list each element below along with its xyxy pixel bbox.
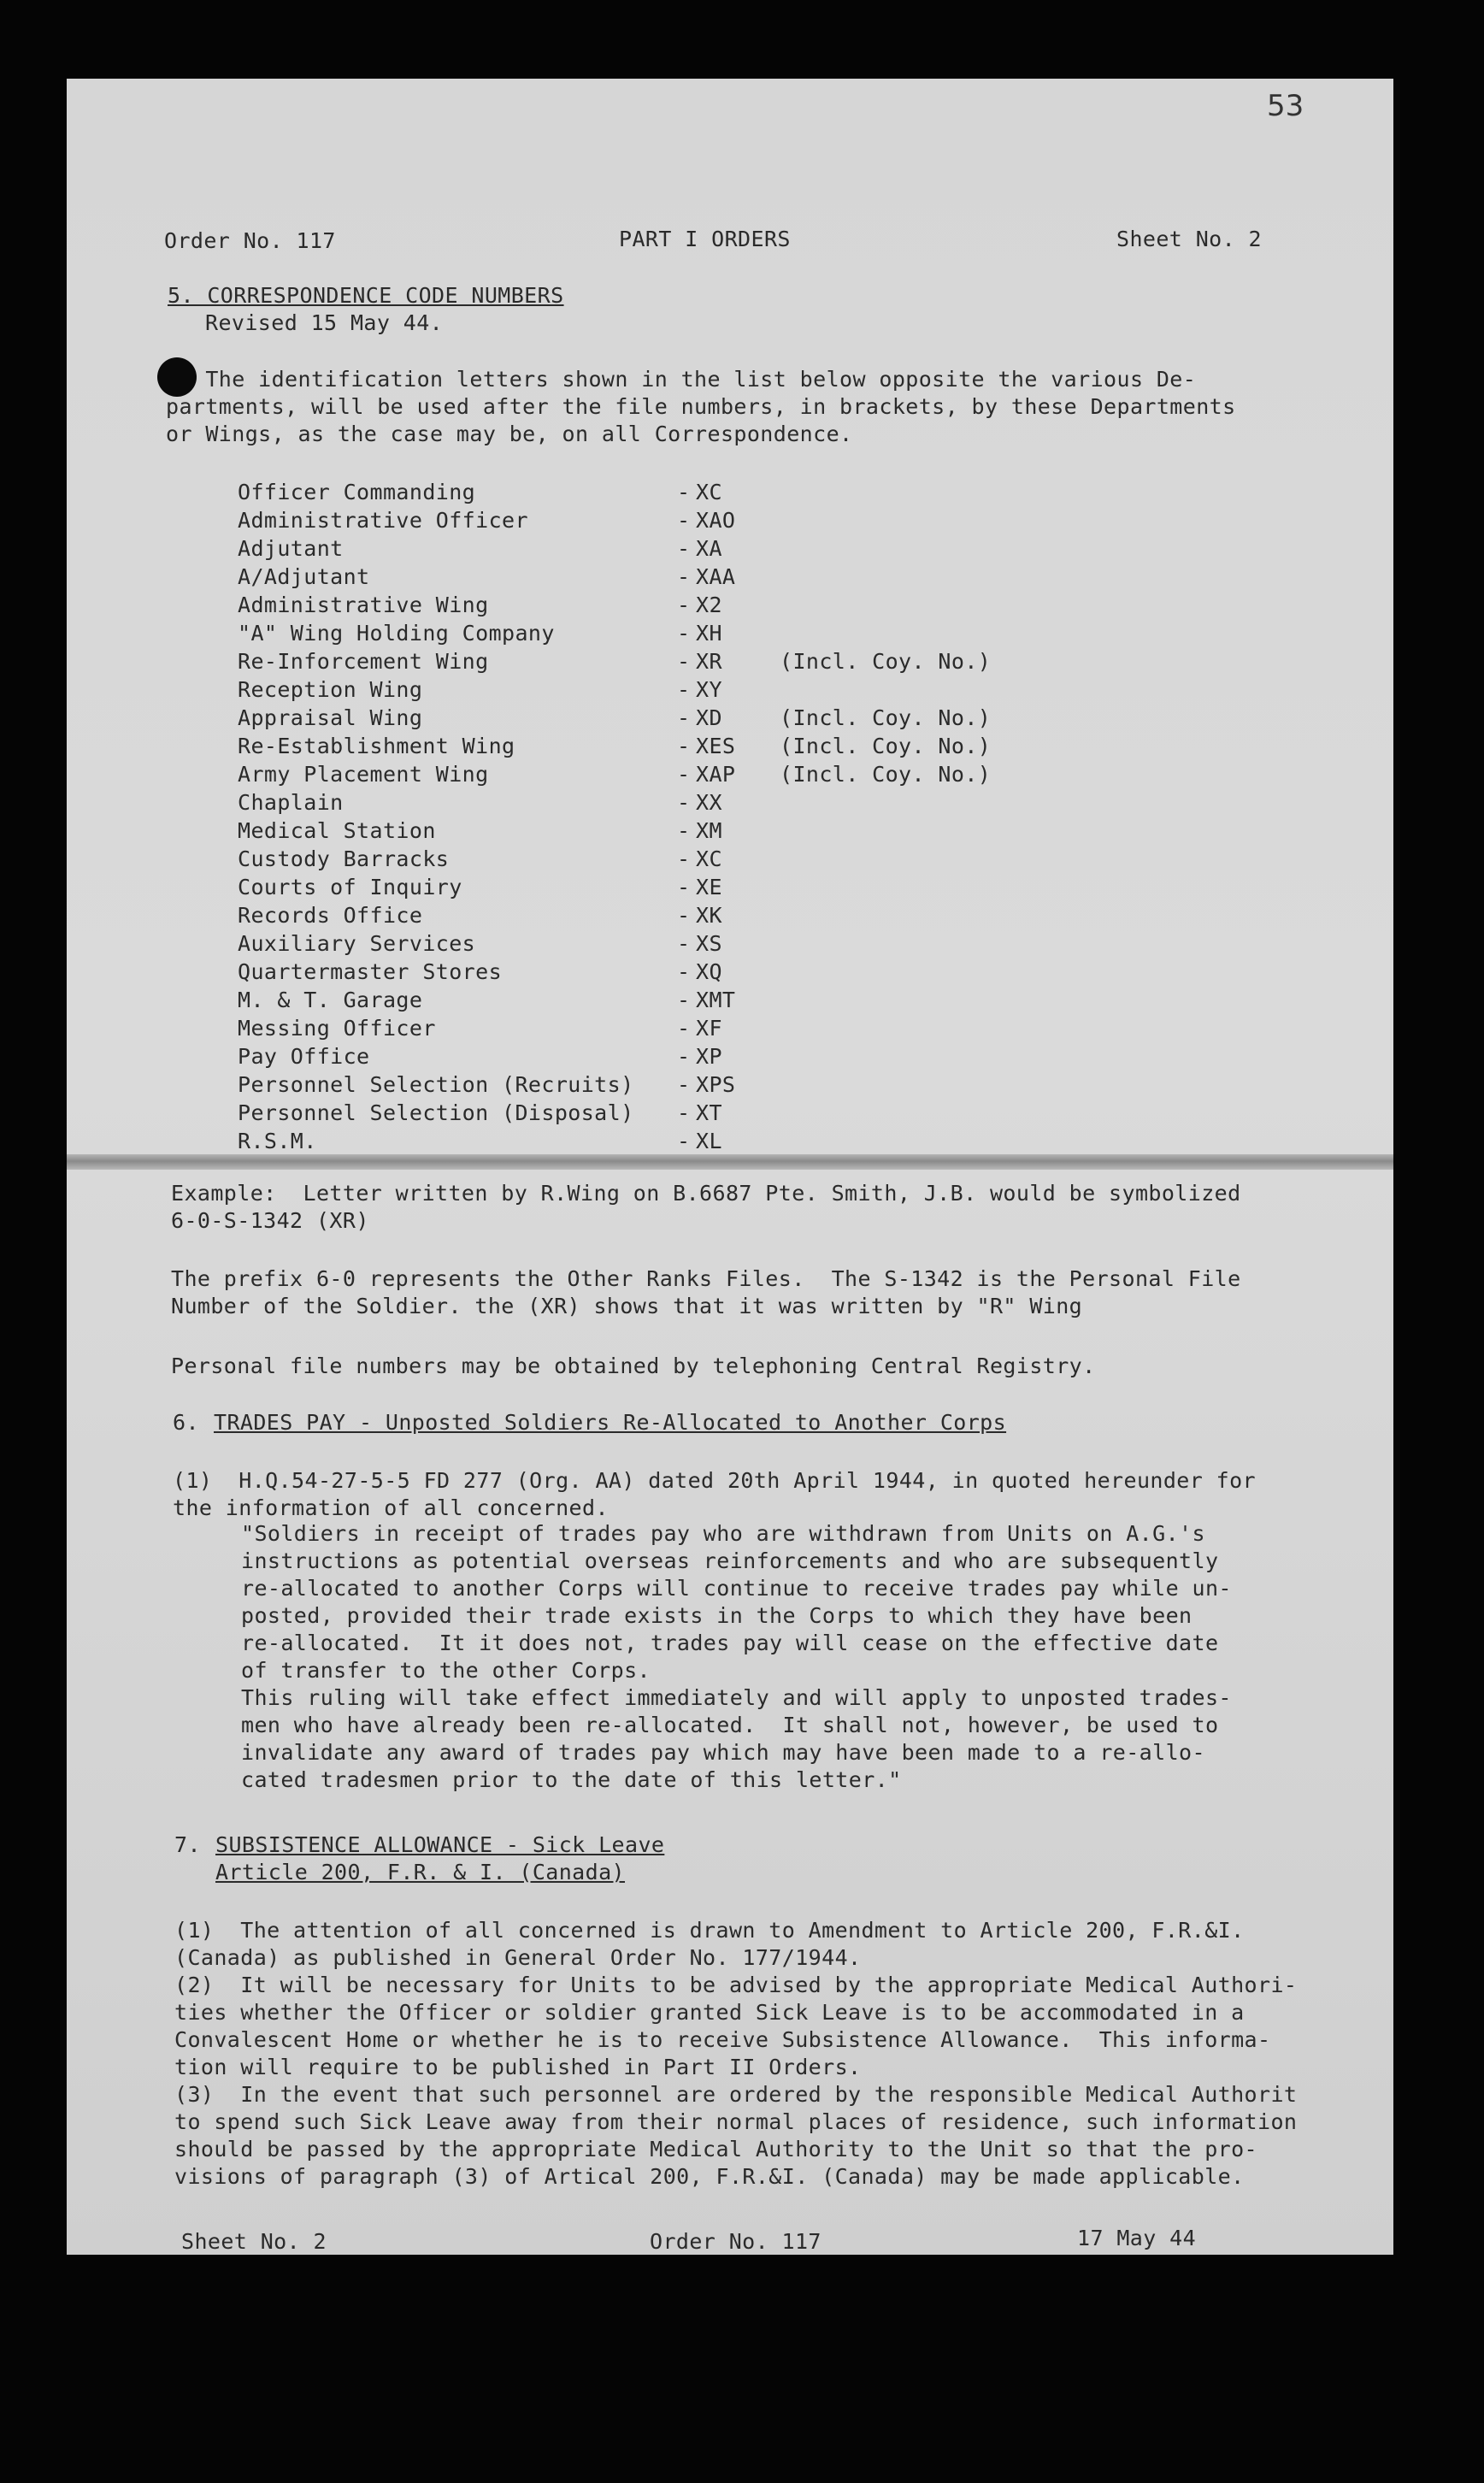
section7-para: (3) In the event that such personnel are ordered by the responsible Medical Authorit bbox=[174, 2082, 1298, 2107]
department-note: (Incl. Coy. No.) bbox=[780, 734, 992, 758]
department-name: Chaplain bbox=[238, 790, 344, 815]
code-row: Records Office - XK bbox=[238, 903, 722, 928]
section7-para: Convalescent Home or whether he is to receive Subsistence Allowance. This informa- bbox=[174, 2027, 1271, 2052]
department-code: XX bbox=[696, 790, 722, 815]
department-name: "A" Wing Holding Company bbox=[238, 621, 555, 646]
section7-para: visions of paragraph (3) of Artical 200, F.R.&I. (Canada) may be made applicable. bbox=[174, 2164, 1245, 2189]
department-name: Messing Officer bbox=[238, 1016, 436, 1041]
section7-para: (1) The attention of all concerned is drawn to Amendment to Article 200, F.R.&I. bbox=[174, 1918, 1245, 1943]
section7-para: (2) It will be necessary for Units to be advised by the appropriate Medical Authori- bbox=[174, 1973, 1298, 1997]
code-row: M. & T. Garage - XMT bbox=[238, 988, 736, 1012]
department-name: Adjutant bbox=[238, 536, 344, 561]
code-row: R.S.M. - XL bbox=[238, 1129, 722, 1153]
section5-intro-line: The identification letters shown in the list below opposite the various De- bbox=[166, 367, 1197, 392]
department-name: Medical Station bbox=[238, 818, 436, 843]
footer-date: 17 May 44 bbox=[1077, 2226, 1197, 2250]
department-code: XH bbox=[696, 621, 722, 646]
department-code: XA bbox=[696, 536, 722, 561]
code-row: Chaplain - XX bbox=[238, 790, 722, 815]
quote-line: This ruling will take effect immediately and will apply to unposted trades- bbox=[241, 1685, 1232, 1710]
quote-line: "Soldiers in receipt of trades pay who are withdrawn from Units on A.G.'s bbox=[241, 1521, 1205, 1546]
department-name: Reception Wing bbox=[238, 677, 423, 702]
code-row: Courts of Inquiry - XE bbox=[238, 875, 722, 899]
prefix-line: The prefix 6-0 represents the Other Ranks Files. The S-1342 is the Personal File bbox=[171, 1266, 1241, 1291]
quote-line: invalidate any award of trades pay which may have been made to a re-allo- bbox=[241, 1740, 1205, 1765]
section7-para: (Canada) as published in General Order No. 177/1944. bbox=[174, 1945, 862, 1970]
header-title: PART I ORDERS bbox=[619, 227, 791, 251]
code-row: Re-Establishment Wing - XES (Incl. Coy. No.) bbox=[238, 734, 992, 758]
header-sheet-no: Sheet No. 2 bbox=[1116, 227, 1262, 251]
quote-line: re-allocated to another Corps will continue to receive trades pay while un- bbox=[241, 1576, 1232, 1601]
code-row: Custody Barracks - XC bbox=[238, 846, 722, 871]
example-line: 6-0-S-1342 (XR) bbox=[171, 1208, 369, 1233]
code-row: Messing Officer - XF bbox=[238, 1016, 722, 1041]
department-code: XC bbox=[696, 846, 722, 871]
department-code: XES bbox=[696, 734, 736, 758]
department-code: XM bbox=[696, 818, 722, 843]
department-name: Re-Inforcement Wing bbox=[238, 649, 489, 674]
department-code: XC bbox=[696, 480, 722, 504]
code-row: Adjutant - XA bbox=[238, 536, 722, 561]
code-row: Officer Commanding - XC bbox=[238, 480, 722, 504]
department-code: XD bbox=[696, 705, 722, 730]
department-name: M. & T. Garage bbox=[238, 988, 423, 1012]
department-code: XY bbox=[696, 677, 722, 702]
department-name: Personnel Selection (Recruits) bbox=[238, 1072, 634, 1097]
code-row: Quartermaster Stores - XQ bbox=[238, 959, 722, 984]
department-name: Quartermaster Stores bbox=[238, 959, 503, 984]
section7-para: ties whether the Officer or soldier granted Sick Leave is to be accommodated in a bbox=[174, 2000, 1245, 2025]
department-code: XMT bbox=[696, 988, 736, 1012]
department-name: Re-Establishment Wing bbox=[238, 734, 515, 758]
department-name: Custody Barracks bbox=[238, 846, 450, 871]
code-row: Personnel Selection (Disposal) - XT bbox=[238, 1100, 722, 1125]
department-name: Auxiliary Services bbox=[238, 931, 476, 956]
code-row: Re-Inforcement Wing - XR (Incl. Coy. No.) bbox=[238, 649, 992, 674]
department-name: R.S.M. bbox=[238, 1129, 317, 1153]
section7-para: should be passed by the appropriate Medical Authority to the Unit so that the pro- bbox=[174, 2137, 1258, 2162]
code-row: Administrative Officer - XAO bbox=[238, 508, 736, 533]
code-row: Reception Wing - XY bbox=[238, 677, 722, 702]
department-note: (Incl. Coy. No.) bbox=[780, 649, 992, 674]
section5-revised: Revised 15 May 44. bbox=[205, 310, 444, 335]
example-line: Example: Letter written by R.Wing on B.6687 Pte. Smith, J.B. would be symbolized bbox=[171, 1181, 1241, 1206]
code-row: Army Placement Wing - XAP (Incl. Coy. No.) bbox=[238, 762, 992, 787]
department-code: XAO bbox=[696, 508, 736, 533]
department-name: A/Adjutant bbox=[238, 564, 370, 589]
department-code: XE bbox=[696, 875, 722, 899]
section5-intro-line: or Wings, as the case may be, on all Correspondence. bbox=[166, 422, 853, 446]
department-name: Appraisal Wing bbox=[238, 705, 423, 730]
section6-number: 6. bbox=[173, 1410, 199, 1435]
department-code: XT bbox=[696, 1100, 722, 1125]
code-row: Personnel Selection (Recruits) - XPS bbox=[238, 1072, 736, 1097]
prefix-line: Number of the Soldier. the (XR) shows that it was written by "R" Wing bbox=[171, 1294, 1083, 1318]
department-name: Records Office bbox=[238, 903, 423, 928]
code-row: Appraisal Wing - XD (Incl. Coy. No.) bbox=[238, 705, 992, 730]
department-code: XL bbox=[696, 1129, 722, 1153]
quote-line: men who have already been re-allocated. It shall not, however, be used to bbox=[241, 1713, 1219, 1737]
quote-line: instructions as potential overseas reinforcements and who are subsequently bbox=[241, 1548, 1219, 1573]
department-name: Army Placement Wing bbox=[238, 762, 489, 787]
code-row: Medical Station - XM bbox=[238, 818, 722, 843]
code-row: Auxiliary Services - XS bbox=[238, 931, 722, 956]
department-note: (Incl. Coy. No.) bbox=[780, 762, 992, 787]
department-code: XR bbox=[696, 649, 722, 674]
section7-para: tion will require to be published in Part II Orders. bbox=[174, 2055, 862, 2079]
department-name: Personnel Selection (Disposal) bbox=[238, 1100, 634, 1125]
department-code: XS bbox=[696, 931, 722, 956]
code-row: Administrative Wing - X2 bbox=[238, 593, 722, 617]
footer-sheet-no: Sheet No. 2 bbox=[181, 2229, 327, 2254]
quote-line: re-allocated. It it does not, trades pay will cease on the effective date bbox=[241, 1631, 1219, 1655]
department-code: XAP bbox=[696, 762, 736, 787]
section7-heading: SUBSISTENCE ALLOWANCE - Sick Leave bbox=[215, 1832, 665, 1857]
section7-para: to spend such Sick Leave away from their normal places of residence, such information bbox=[174, 2109, 1298, 2134]
department-code: XQ bbox=[696, 959, 722, 984]
code-row: "A" Wing Holding Company - XH bbox=[238, 621, 722, 646]
quote-line: posted, provided their trade exists in the Corps to which they have been bbox=[241, 1603, 1192, 1628]
quote-line: of transfer to the other Corps. bbox=[241, 1658, 651, 1683]
section5-heading: 5. CORRESPONDENCE CODE NUMBERS bbox=[168, 283, 564, 308]
department-name: Pay Office bbox=[238, 1044, 370, 1069]
department-code: XP bbox=[696, 1044, 722, 1069]
personal-file-note: Personal file numbers may be obtained by telephoning Central Registry. bbox=[171, 1354, 1096, 1378]
section7-subheading: Article 200, F.R. & I. (Canada) bbox=[215, 1860, 625, 1884]
header-order-no: Order No. 117 bbox=[164, 228, 336, 253]
section6-heading: TRADES PAY - Unposted Soldiers Re-Allocated to Another Corps bbox=[214, 1410, 1007, 1435]
page-number-mark: 53 bbox=[1267, 89, 1304, 123]
section5-intro-line: partments, will be used after the file numbers, in brackets, by these Departments bbox=[166, 394, 1236, 419]
footer-order-no: Order No. 117 bbox=[650, 2229, 822, 2254]
section6-para: the information of all concerned. bbox=[173, 1495, 609, 1520]
department-code: XF bbox=[696, 1016, 722, 1041]
section7-number: 7. bbox=[174, 1832, 201, 1857]
department-code: X2 bbox=[696, 593, 722, 617]
department-note: (Incl. Coy. No.) bbox=[780, 705, 992, 730]
department-name: Administrative Wing bbox=[238, 593, 489, 617]
department-code: XK bbox=[696, 903, 722, 928]
quote-line: cated tradesmen prior to the date of this letter." bbox=[241, 1767, 902, 1792]
section6-para: (1) H.Q.54-27-5-5 FD 277 (Org. AA) dated 20th April 1944, in quoted hereunder for bbox=[173, 1468, 1257, 1493]
department-code: XPS bbox=[696, 1072, 736, 1097]
code-row: A/Adjutant - XAA bbox=[238, 564, 736, 589]
department-name: Courts of Inquiry bbox=[238, 875, 462, 899]
code-row: Pay Office - XP bbox=[238, 1044, 722, 1069]
department-code: XAA bbox=[696, 564, 736, 589]
code-list bbox=[238, 479, 1263, 1154]
department-name: Officer Commanding bbox=[238, 480, 476, 504]
department-name: Administrative Officer bbox=[238, 508, 528, 533]
